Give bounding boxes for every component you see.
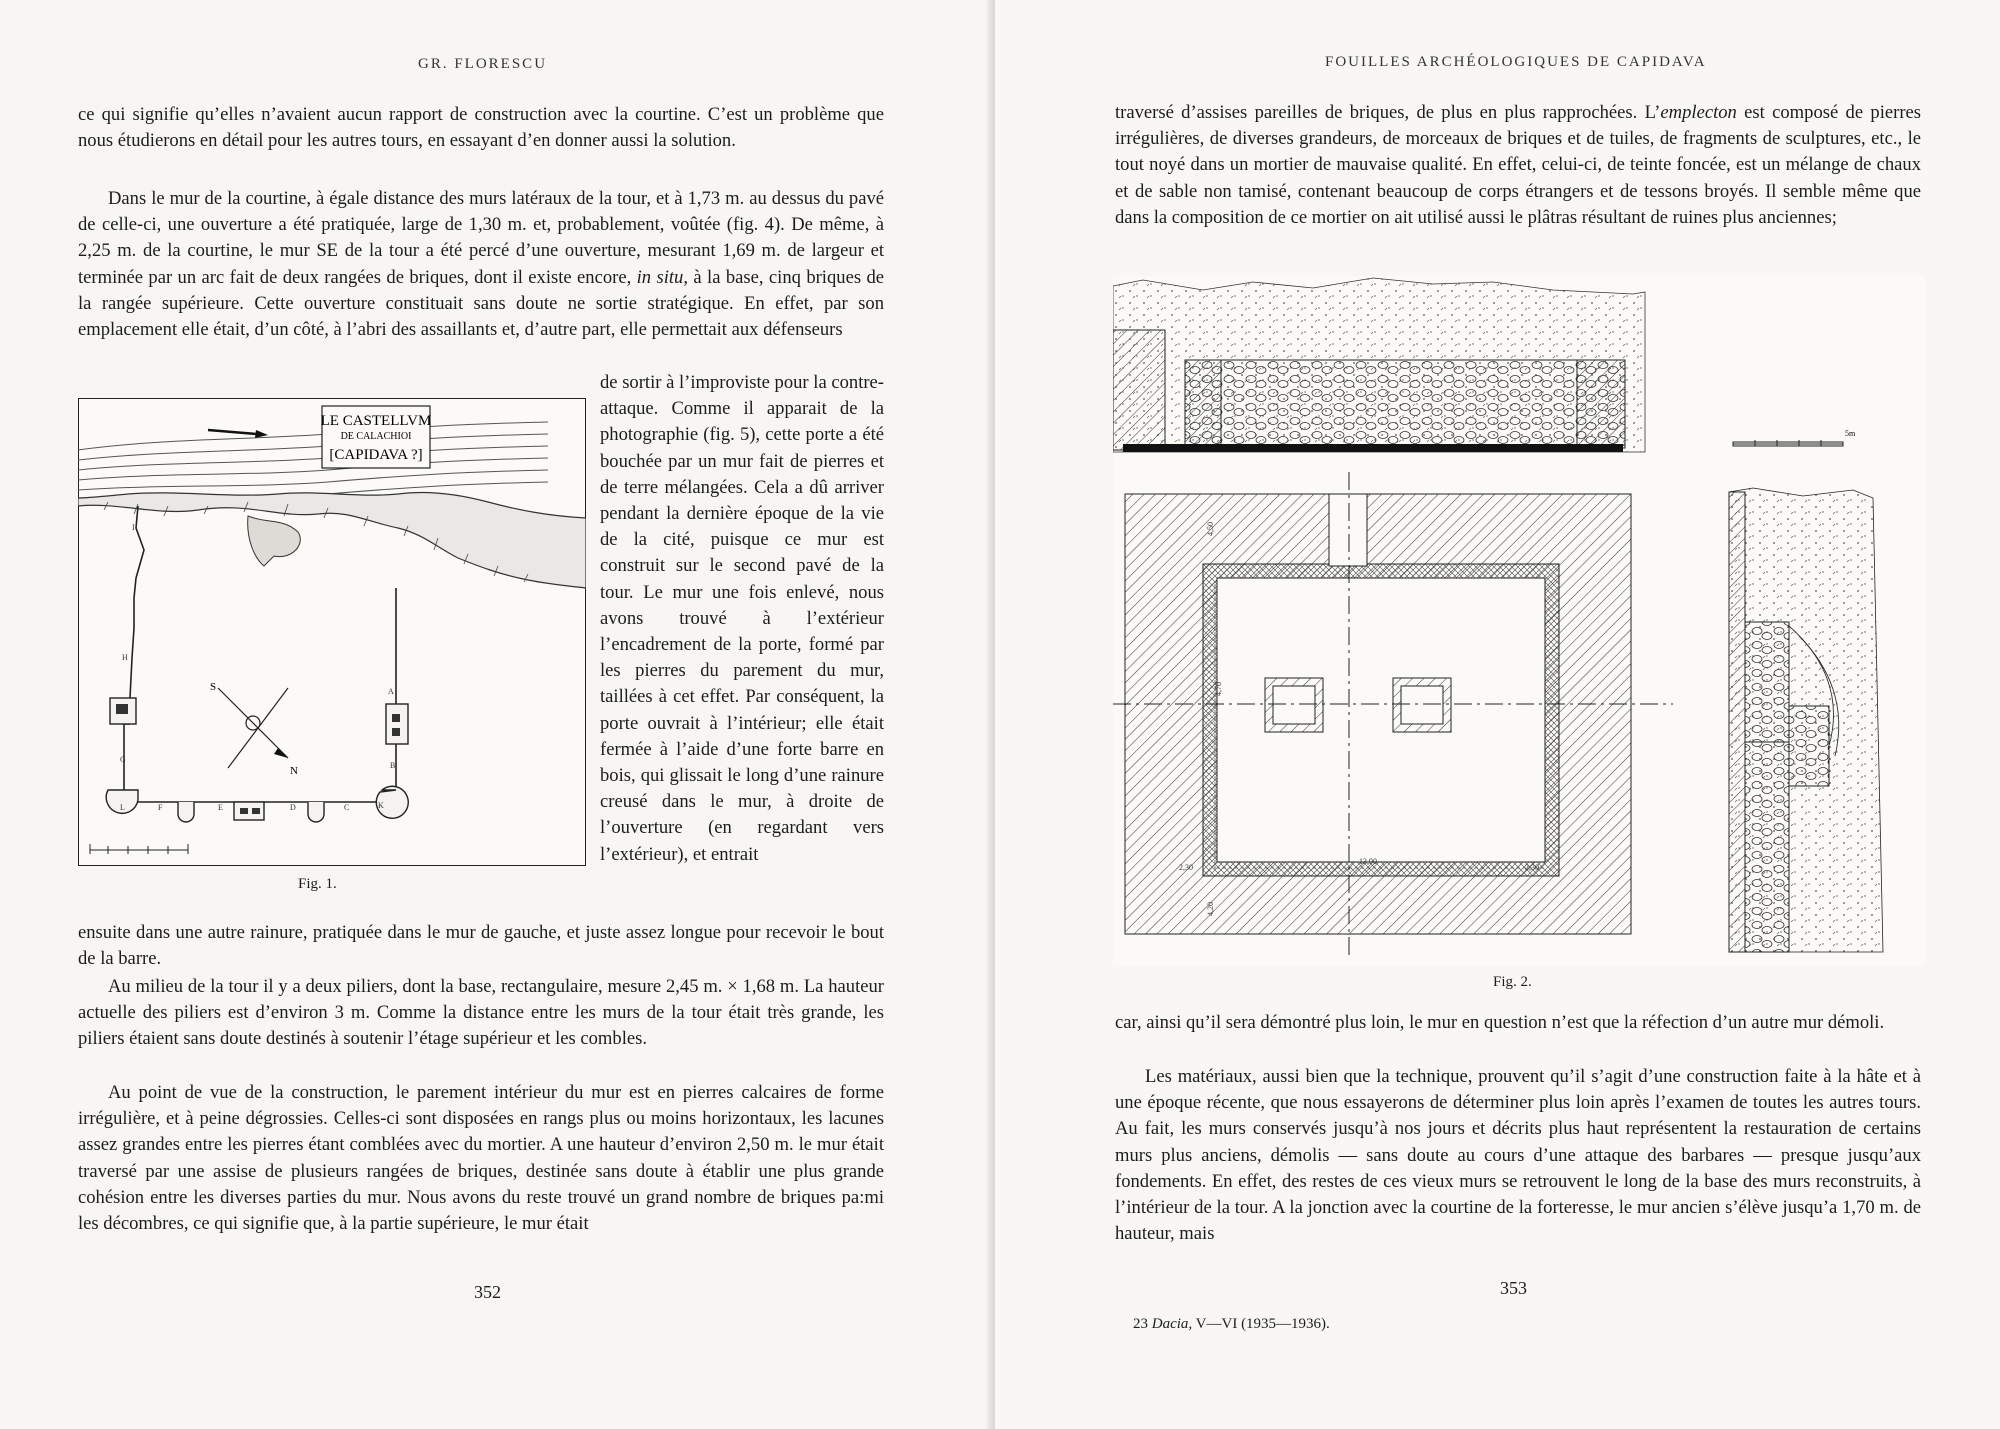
svg-text:13,90: 13,90 — [1359, 857, 1377, 866]
tower-pillar-a2 — [392, 728, 400, 736]
scale-end-label: 5m — [1845, 429, 1856, 438]
page-footnote: 23 Dacia, V—VI (1935—1936). — [1133, 1316, 1330, 1332]
elevation-drawing — [1113, 278, 1645, 452]
tower-letters — [120, 523, 395, 812]
svg-text:K: K — [378, 801, 384, 810]
right-page — [995, 0, 2000, 1429]
svg-text:A: A — [388, 687, 394, 696]
left-page — [0, 0, 995, 1429]
running-head-left: GR. FLORESCU — [418, 56, 548, 72]
right-paragraph-3: Les matériaux, aussi bien que la technique, prouvent qu’il s’agit d’une construction faite à la hâte et à une époque récente, que nous essayerons de déterminer plus loin après l’examen de toutes les autres tours. Au fait, les murs conservés jusqu’à nos jours et décrits plus haut représentent la restauration de certains murs plus anciens, démolis — sans doute au cours d’une attaque des barbares — presque jusqu’aux fondements. En effet, des restes de ces vieux murs se retrouvent le long de la base des murs reconstruits, à l’intérieur de la tour. A la jonction avec la courtine de la forteresse, le mur ancien s’élève jusqu’a 1,70 m. de hauteur, mais — [1115, 1066, 1921, 1245]
svg-text:D: D — [290, 803, 296, 812]
left-side-column-text: de sortir à l’improviste pour la contre-attaque. Comme il apparait de la photographie (fig. 5), cette porte a été bouchée par un mur fait de pierres et de terre mélangées. Cela a dû arriver pendant la dernière époque de la vie de la cité, puisque ce mur est construit sur le second pavé de la tour. Le mur une fois enlevé, nous avons trouvé à l’extérieur l’encadrement de la porte, formé par les pierres du parement du mur, taillées à cet effet. Par conséquent, la porte ouvrait à l’intérieur; elle était fermée à l’aide d’une forte barre en bois, qui glissait le long d’une rainure creusé dans le mur, à droite de l’ouverture (en regardant vers l’extérieur), et entrait — [600, 372, 884, 865]
compass-n-label: N — [290, 765, 298, 777]
svg-text:F: F — [158, 803, 163, 812]
tower-pillar-g — [116, 704, 128, 714]
left-paragraph-5: Au point de vue de la construction, le parement intérieur du mur est en pierres calcaires de forme irrégulière, et à peine dégrossies. Celles-ci sont disposées en rangs plus ou moins horizontaux, les lacunes assez grandes entre les pierres étant comblées avec du mortier. A une hauteur d’environ 2,50 m. le mur était traversé par une assise de plusieurs rangées de briques, destinée sans doute à établir une plus grande cohésion entre les diverses parties du mur. Nous avons du reste trouvé un grand nombre de briques pa:mi les décombres, ce qui signifie que, à la partie supérieure, le mur était — [78, 1082, 884, 1235]
page-number-right: 353 — [1500, 1278, 1527, 1298]
svg-text:H: H — [122, 653, 128, 662]
right-paragraph-2: car, ainsi qu’il sera démontré plus loin, le mur en question n’est que la réfection d’un autre mur démoli. — [1115, 1012, 1885, 1033]
svg-text:4,20: 4,20 — [1206, 902, 1215, 916]
figure-1-caption: Fig. 1. — [298, 876, 337, 892]
scale-bar-left — [90, 844, 188, 854]
plan-drawing — [1113, 472, 1673, 956]
map-title-line-1: LE CASTELLVM — [320, 413, 432, 429]
italic-in-situ: in situ — [636, 266, 684, 288]
left-paragraph-3: ensuite dans une autre rainure, pratiquée dans le mur de gauche, et juste assez longue pour recevoir le bout de la barre. — [78, 922, 884, 970]
figure-2-caption: Fig. 2. — [1493, 974, 1532, 990]
svg-text:C: C — [344, 803, 350, 812]
svg-text:4,50: 4,50 — [1206, 522, 1215, 536]
compass-s-label: S — [210, 681, 217, 693]
left-paragraph-4: Au milieu de la tour il y a deux piliers, dont la base, rectangulaire, mesure 2,45 m. × 1,68 m. La hauteur actuelle des piliers est d’environ 3 m. Comme la distance entre les murs de la tour était très grande, les piliers étaient sans doute destinés à soutenir l’étage supérieur et les combles. — [78, 976, 884, 1050]
svg-text:I: I — [132, 523, 135, 532]
page-number-left: 352 — [474, 1282, 501, 1302]
river-lines — [78, 422, 548, 498]
fortress-towers — [106, 698, 408, 822]
svg-text:E: E — [218, 803, 223, 812]
scale-bar-right — [1733, 440, 1843, 446]
svg-text:G: G — [120, 755, 126, 764]
riverbank-shape — [78, 492, 586, 588]
map-title-line-3: [CAPIDAVA ?] — [329, 447, 423, 463]
svg-text:2,30: 2,30 — [1179, 863, 1193, 872]
figure-1-castellum-plan — [78, 398, 586, 866]
right-paragraph-1: traversé d’assises pareilles de briques, de plus en plus rapprochées. L’emplecton est composé de pierres irrégulières, de diverses grandeurs, de morceaux de briques et de tuiles, de fragments de sculptures, etc., le tout noyé dans un mortier de mauvaise qualité. En effet, celui-ci, de teinte foncée, est un mélange de chaux et de sable non tamisé, contenant beaucoup de corps étrangers et de tessons broyés. Il semble même que dans la composition de ce mortier on ait utilisé aussi le plâtras résultant de ruines plus anciennes; — [1115, 102, 1921, 228]
castellum-plan-drawing — [78, 398, 586, 866]
map-title-line-2: DE CALACHIOI — [340, 431, 412, 442]
svg-text:B: B — [390, 761, 396, 770]
cliff-outcrop — [248, 516, 301, 566]
running-head-right: FOUILLES ARCHÉOLOGIQUES DE CAPIDAVA — [1325, 54, 1707, 70]
left-paragraph-2: Dans le mur de la courtine, à égale distance des murs latéraux de la tour, et à 1,73 m. au dessus du pavé de celle-ci, une ouverture a été pratiquée, large de 1,30 m. et, probablement, voûtée (fig. 4). De même, à 2,25 m. de la courtine, le mur SE de la tour a été percé d’une ouverture, mesurant 1,69 m. de largeur et terminée par un arc fait de deux rangées de briques, dont il existe encore, in situ, à la base, cinq briques de la rangée supérieure. Cette ouverture constituait sans doute ne sortie stratégique. En effet, par son emplacement elle était, d’un côté, à l’abri des assaillants et, d’autre part, elle permettait aux défenseurs — [78, 188, 884, 341]
tower-pillar-a1 — [392, 714, 400, 722]
section-drawing — [1729, 488, 1883, 952]
left-paragraph-1: ce qui signifie qu’elles n’avaient aucun rapport de construction avec la courtine. C’est un problème que nous étudierons en détail pour les autres tours, en essayant d’en donner aussi la solution. — [78, 104, 884, 152]
svg-text:2,30: 2,30 — [1525, 863, 1539, 872]
svg-text:4,70: 4,70 — [1214, 682, 1223, 696]
figure-2-tower-plan — [1113, 276, 1925, 966]
tower-pillar-e1 — [240, 808, 248, 814]
svg-text:L: L — [120, 803, 125, 812]
compass-rose-icon — [218, 688, 288, 768]
river-flow-arrow-icon — [208, 430, 268, 438]
tower-pillar-e2 — [252, 808, 260, 814]
tower-plan-drawing — [1113, 276, 1925, 966]
italic-emplecton: emplecton — [1660, 102, 1737, 123]
